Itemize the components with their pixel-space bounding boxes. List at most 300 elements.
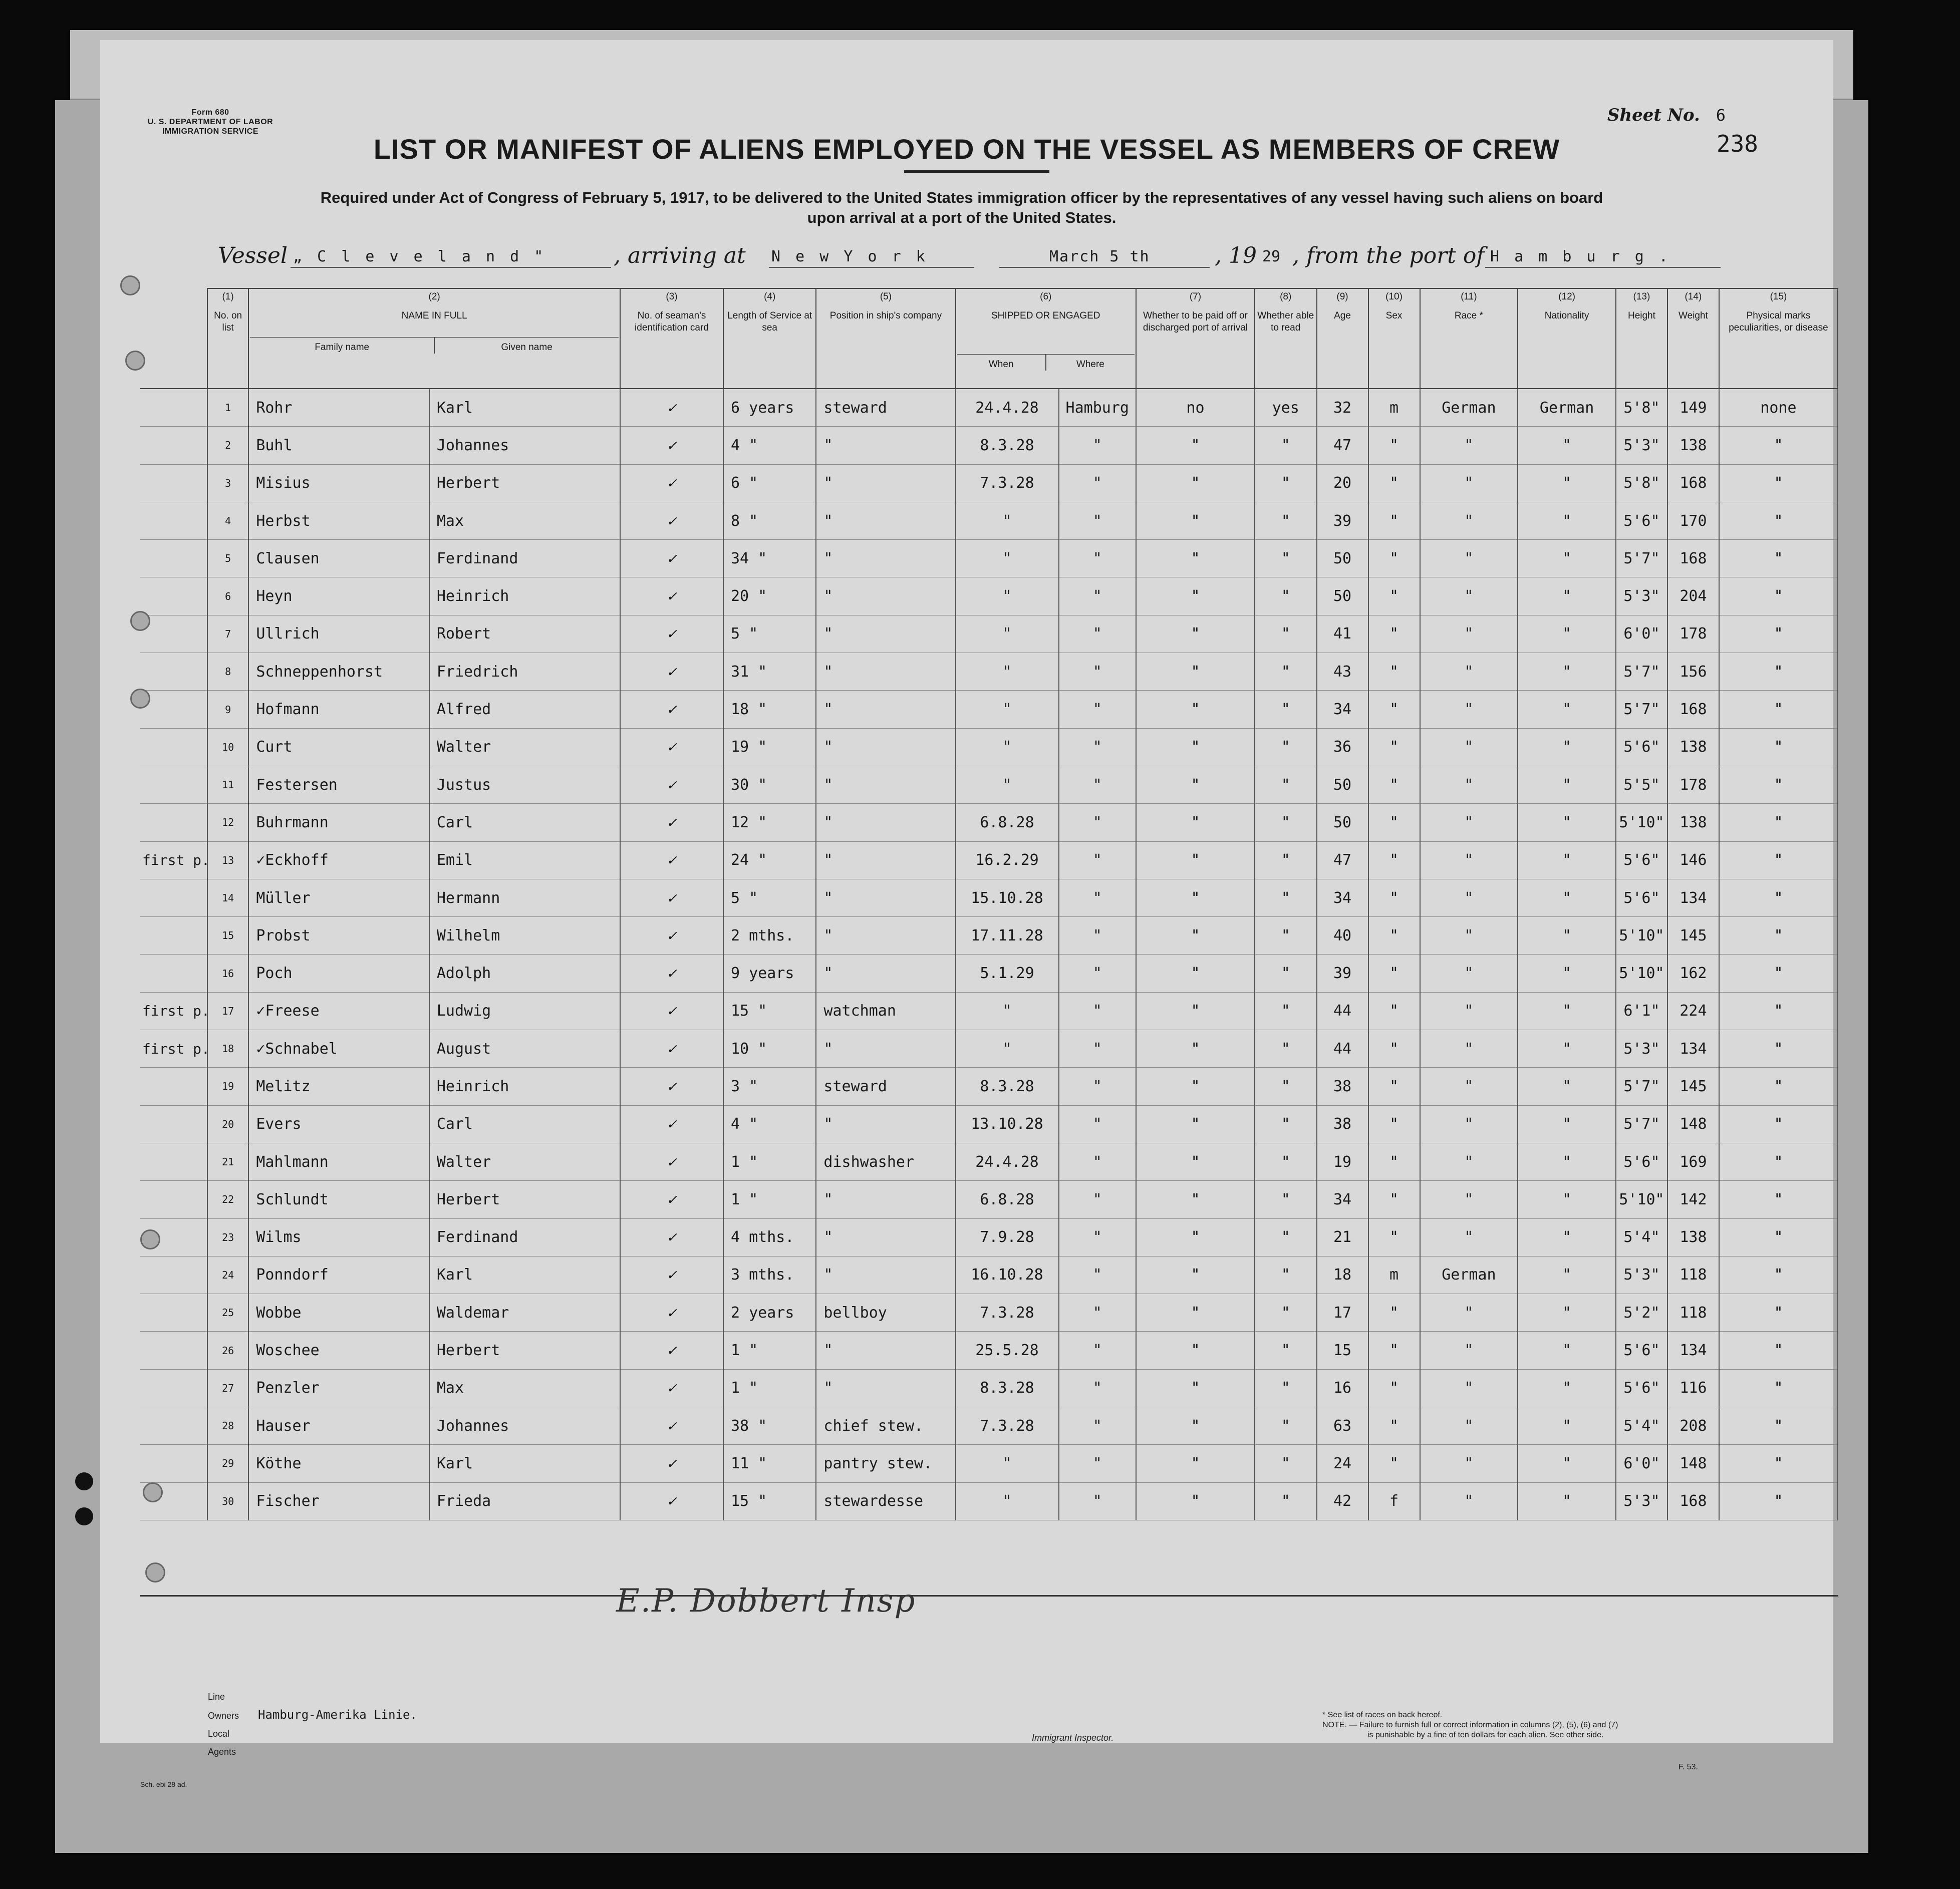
position: " [816,1256,955,1294]
id-card-check: ✓ [620,389,723,427]
family-name: Schneppenhorst [248,653,429,691]
age: 34 [1317,879,1368,916]
physical-marks: " [1719,653,1838,691]
able-to-read: " [1255,1181,1317,1218]
binder-hole [145,1562,165,1583]
sex: " [1368,540,1420,577]
position: watchman [816,992,955,1030]
height: 6'1" [1616,992,1667,1030]
sex: " [1368,955,1420,992]
local-agents-label: Local Agents [208,1729,236,1757]
nationality: " [1518,502,1616,539]
shipped-where: " [1059,879,1137,916]
schedule-code: Sch. ebi 28 ad. [140,1780,187,1788]
nationality: " [1518,1143,1616,1180]
paid-off: " [1136,427,1255,464]
height: 5'10" [1616,804,1667,841]
manifest-page [100,40,1833,1788]
position: " [816,1105,955,1143]
service-length: 15 " [723,1482,816,1520]
paid-off: " [1136,1369,1255,1407]
able-to-read: " [1255,992,1317,1030]
shipped-where: " [1059,464,1137,502]
shipped-where: " [1059,540,1137,577]
physical-marks: " [1719,841,1838,879]
weight: 148 [1667,1105,1719,1143]
able-to-read: " [1255,1105,1317,1143]
row-number: 24 [207,1256,248,1294]
sex: " [1368,804,1420,841]
height: 5'4" [1616,1407,1667,1445]
weight: 170 [1667,502,1719,539]
race: " [1420,1482,1518,1520]
margin-note [140,917,207,955]
inspector-label: Immigrant Inspector. [1032,1733,1114,1743]
nationality: " [1518,917,1616,955]
id-card-check: ✓ [620,1332,723,1369]
sheet-label: Sheet No. [1607,105,1700,125]
nationality: " [1518,841,1616,879]
table-row [140,955,1838,992]
able-to-read: " [1255,1445,1317,1482]
position: " [816,1181,955,1218]
given-name: Robert [429,615,620,653]
family-name: Probst [248,917,429,955]
shipped-where: " [1059,1181,1137,1218]
weight: 134 [1667,879,1719,916]
sheet-value: 6 [1716,106,1726,125]
paid-off: " [1136,992,1255,1030]
given-name: Frieda [429,1482,620,1520]
table-row [140,1482,1838,1520]
sex: " [1368,1445,1420,1482]
sex: " [1368,1369,1420,1407]
shipped-where: " [1059,728,1137,766]
id-card-check: ✓ [620,728,723,766]
table-row [140,615,1838,653]
nationality: " [1518,691,1616,728]
col-header-marks: (15) Physical marks peculiarities, or disease [1719,288,1838,389]
service-length: 20 " [723,577,816,615]
weight: 134 [1667,1332,1719,1369]
nationality: " [1518,1407,1616,1445]
family-name: Wilms [248,1218,429,1256]
service-length: 19 " [723,728,816,766]
footer-fields [208,1688,417,1761]
owners-label: Owners [208,1711,239,1721]
col-header-shipped: (6) SHIPPED OR ENGAGED When Where [956,288,1137,389]
given-name: Karl [429,1256,620,1294]
service-length: 30 " [723,766,816,803]
id-card-check: ✓ [620,1030,723,1068]
height: 5'6" [1616,879,1667,916]
nationality: " [1518,615,1616,653]
service-length: 9 years [723,955,816,992]
row-number: 4 [207,502,248,539]
paid-off: " [1136,1181,1255,1218]
sex: " [1368,1068,1420,1105]
physical-marks: " [1719,879,1838,916]
table-row [140,1105,1838,1143]
table-row [140,464,1838,502]
note-fine: NOTE. — Failure to furnish full or correct information in columns (2), (5), (6) and (7) [1322,1721,1618,1729]
family-name: Buhl [248,427,429,464]
weight: 145 [1667,917,1719,955]
row-number: 5 [207,540,248,577]
weight: 204 [1667,577,1719,615]
id-card-check: ✓ [620,955,723,992]
table-row [140,992,1838,1030]
department-name: U. S. DEPARTMENT OF LABOR [147,118,273,126]
family-name: Ullrich [248,615,429,653]
row-number: 3 [207,464,248,502]
vessel-line [218,243,1721,268]
given-name: Herbert [429,1332,620,1369]
given-name: Max [429,502,620,539]
sex: " [1368,1143,1420,1180]
age: 16 [1317,1369,1368,1407]
col-header-service: (4) Length of Service at sea [723,288,816,389]
physical-marks: " [1719,1218,1838,1256]
position: " [816,728,955,766]
position: " [816,804,955,841]
shipped-when: " [956,540,1059,577]
able-to-read: " [1255,879,1317,916]
able-to-read: " [1255,540,1317,577]
year-prefix: , 19 [1215,243,1257,268]
nationality: " [1518,1332,1616,1369]
shipped-where: " [1059,1143,1137,1180]
margin-note [140,1332,207,1369]
margin-note [140,804,207,841]
paid-off: " [1136,615,1255,653]
shipped-when: " [956,1030,1059,1068]
row-number: 30 [207,1482,248,1520]
nationality: " [1518,653,1616,691]
paid-off: " [1136,879,1255,916]
race: " [1420,1218,1518,1256]
id-card-check: ✓ [620,502,723,539]
age: 38 [1317,1105,1368,1143]
vessel-label: Vessel [218,243,288,268]
weight: 148 [1667,1445,1719,1482]
col-header-race: (11) Race * [1420,288,1518,389]
weight: 138 [1667,804,1719,841]
given-name: Max [429,1369,620,1407]
paid-off: " [1136,1218,1255,1256]
service-length: 1 " [723,1143,816,1180]
binder-hole [130,611,150,631]
physical-marks: " [1719,1256,1838,1294]
given-name: August [429,1030,620,1068]
able-to-read: " [1255,1407,1317,1445]
shipped-when: 6.8.28 [956,1181,1059,1218]
age: 42 [1317,1482,1368,1520]
id-card-check: ✓ [620,879,723,916]
shipped-where: " [1059,427,1137,464]
shipped-when: " [956,691,1059,728]
race: " [1420,1030,1518,1068]
margin-note [140,540,207,577]
shipped-where: " [1059,766,1137,803]
table-row [140,1256,1838,1294]
id-card-check: ✓ [620,1143,723,1180]
nationality: German [1518,389,1616,427]
nationality: " [1518,1294,1616,1332]
nationality: " [1518,1218,1616,1256]
race: " [1420,992,1518,1030]
age: 44 [1317,992,1368,1030]
paid-off: " [1136,841,1255,879]
row-number: 15 [207,917,248,955]
given-name: Hermann [429,879,620,916]
given-name: Heinrich [429,1068,620,1105]
shipped-when: " [956,1482,1059,1520]
weight: 118 [1667,1256,1719,1294]
shipped-when: " [956,1445,1059,1482]
height: 5'6" [1616,1332,1667,1369]
table-row [140,1445,1838,1482]
col-header-position: (5) Position in ship's company [816,288,955,389]
family-name: Curt [248,728,429,766]
shipped-where: " [1059,1218,1137,1256]
margin-note [140,955,207,992]
position: " [816,955,955,992]
position: " [816,766,955,803]
position: " [816,691,955,728]
subtitle-line-1: Required under Act of Congress of February 5, 1917, to be delivered to the United States immigration officer by the representatives of any vessel having such aliens on board [320,189,1603,206]
row-number: 26 [207,1332,248,1369]
able-to-read: " [1255,955,1317,992]
height: 5'3" [1616,577,1667,615]
age: 34 [1317,1181,1368,1218]
physical-marks: none [1719,389,1838,427]
age: 47 [1317,841,1368,879]
id-card-check: ✓ [620,766,723,803]
paid-off: " [1136,804,1255,841]
family-name: Herbst [248,502,429,539]
shipped-when: 17.11.28 [956,917,1059,955]
nationality: " [1518,766,1616,803]
position: " [816,615,955,653]
shipped-when: " [956,615,1059,653]
shipped-when: 16.10.28 [956,1256,1059,1294]
row-number: 13 [207,841,248,879]
row-number: 11 [207,766,248,803]
form-header-left [143,108,278,136]
service-length: 4 " [723,1105,816,1143]
given-name: Ferdinand [429,540,620,577]
able-to-read: yes [1255,389,1317,427]
shipped-where: " [1059,615,1137,653]
height: 5'7" [1616,1105,1667,1143]
paid-off: " [1136,1407,1255,1445]
family-name: Evers [248,1105,429,1143]
paid-off: " [1136,502,1255,539]
age: 40 [1317,917,1368,955]
height: 5'3" [1616,1030,1667,1068]
age: 44 [1317,1030,1368,1068]
given-name: Wilhelm [429,917,620,955]
position: " [816,427,955,464]
margin-note [140,577,207,615]
id-card-check: ✓ [620,1445,723,1482]
binder-hole [125,351,145,371]
family-name: ✓Schnabel [248,1030,429,1068]
id-card-check: ✓ [620,917,723,955]
line-label: Line [208,1692,225,1702]
id-card-check: ✓ [620,1482,723,1520]
shipped-when: 8.3.28 [956,1369,1059,1407]
service-length: 5 " [723,615,816,653]
shipped-when: " [956,992,1059,1030]
margin-note [140,1068,207,1105]
age: 17 [1317,1294,1368,1332]
binder-hole [75,1472,93,1490]
row-number: 20 [207,1105,248,1143]
physical-marks: " [1719,1369,1838,1407]
paid-off: " [1136,1105,1255,1143]
from-port: H a m b u r g . [1490,248,1671,265]
physical-marks: " [1719,917,1838,955]
sex: " [1368,1181,1420,1218]
age: 19 [1317,1143,1368,1180]
sex: " [1368,1105,1420,1143]
shipped-where: " [1059,1294,1137,1332]
height: 5'10" [1616,1181,1667,1218]
margin-note [140,691,207,728]
shipped-when: 7.3.28 [956,464,1059,502]
race: " [1420,502,1518,539]
given-name: Herbert [429,464,620,502]
col-header-family: Family name [315,342,370,353]
service-length: 38 " [723,1407,816,1445]
title-divider [904,170,1049,173]
race: " [1420,766,1518,803]
binder-hole [120,275,140,295]
physical-marks: " [1719,1294,1838,1332]
weight: 138 [1667,728,1719,766]
row-number: 17 [207,992,248,1030]
physical-marks: " [1719,427,1838,464]
given-name: Ludwig [429,992,620,1030]
position: " [816,653,955,691]
service-length: 3 " [723,1068,816,1105]
sex: " [1368,879,1420,916]
position: steward [816,1068,955,1105]
margin-note [140,464,207,502]
shipped-where: " [1059,804,1137,841]
footer-notes [1322,1710,1803,1740]
weight: 134 [1667,1030,1719,1068]
race: " [1420,1294,1518,1332]
shipped-when: 13.10.28 [956,1105,1059,1143]
shipped-where: " [1059,1369,1137,1407]
able-to-read: " [1255,917,1317,955]
shipped-when: 8.3.28 [956,1068,1059,1105]
position: stewardesse [816,1482,955,1520]
able-to-read: " [1255,1294,1317,1332]
physical-marks: " [1719,992,1838,1030]
table-row [140,1218,1838,1256]
service-length: 3 mths. [723,1256,816,1294]
col-header-nationality: (12) Nationality [1518,288,1616,389]
table-row [140,389,1838,427]
age: 34 [1317,691,1368,728]
position: bellboy [816,1294,955,1332]
shipped-when: " [956,502,1059,539]
id-card-check: ✓ [620,1294,723,1332]
binder-hole [130,689,150,709]
service-length: 24 " [723,841,816,879]
paid-off: " [1136,1256,1255,1294]
age: 39 [1317,502,1368,539]
shipped-when: 5.1.29 [956,955,1059,992]
service-name: IMMIGRATION SERVICE [162,127,259,136]
sex: m [1368,1256,1420,1294]
sex: " [1368,1407,1420,1445]
able-to-read: " [1255,1332,1317,1369]
race: " [1420,540,1518,577]
shipped-when: 8.3.28 [956,427,1059,464]
family-name: Heyn [248,577,429,615]
id-card-check: ✓ [620,1105,723,1143]
weight: 116 [1667,1369,1719,1407]
weight: 162 [1667,955,1719,992]
age: 50 [1317,540,1368,577]
age: 41 [1317,615,1368,653]
age: 21 [1317,1218,1368,1256]
paid-off: " [1136,1143,1255,1180]
physical-marks: " [1719,1332,1838,1369]
shipped-where: " [1059,955,1137,992]
height: 5'6" [1616,1369,1667,1407]
row-number: 25 [207,1294,248,1332]
paid-off: no [1136,389,1255,427]
nationality: " [1518,427,1616,464]
id-card-check: ✓ [620,841,723,879]
family-name: Wobbe [248,1294,429,1332]
given-name: Heinrich [429,577,620,615]
race: " [1420,615,1518,653]
shipped-where: " [1059,1332,1137,1369]
header-row [140,288,1838,389]
id-card-check: ✓ [620,540,723,577]
nationality: " [1518,1030,1616,1068]
paid-off: " [1136,917,1255,955]
height: 5'6" [1616,841,1667,879]
sex: " [1368,1294,1420,1332]
col-header-paid-off: (7) Whether to be paid off or discharged port of arrival [1136,288,1255,389]
sex: " [1368,427,1420,464]
table-row [140,653,1838,691]
id-card-check: ✓ [620,992,723,1030]
service-length: 2 mths. [723,917,816,955]
shipped-where: " [1059,1030,1137,1068]
sex: " [1368,728,1420,766]
able-to-read: " [1255,1256,1317,1294]
from-underline [1485,267,1721,268]
weight: 178 [1667,766,1719,803]
physical-marks: " [1719,1105,1838,1143]
col-header-read: (8) Whether able to read [1255,288,1317,389]
margin-note [140,653,207,691]
nationality: " [1518,955,1616,992]
shipped-where: " [1059,502,1137,539]
table-row [140,1068,1838,1105]
physical-marks: " [1719,502,1838,539]
given-name: Karl [429,389,620,427]
